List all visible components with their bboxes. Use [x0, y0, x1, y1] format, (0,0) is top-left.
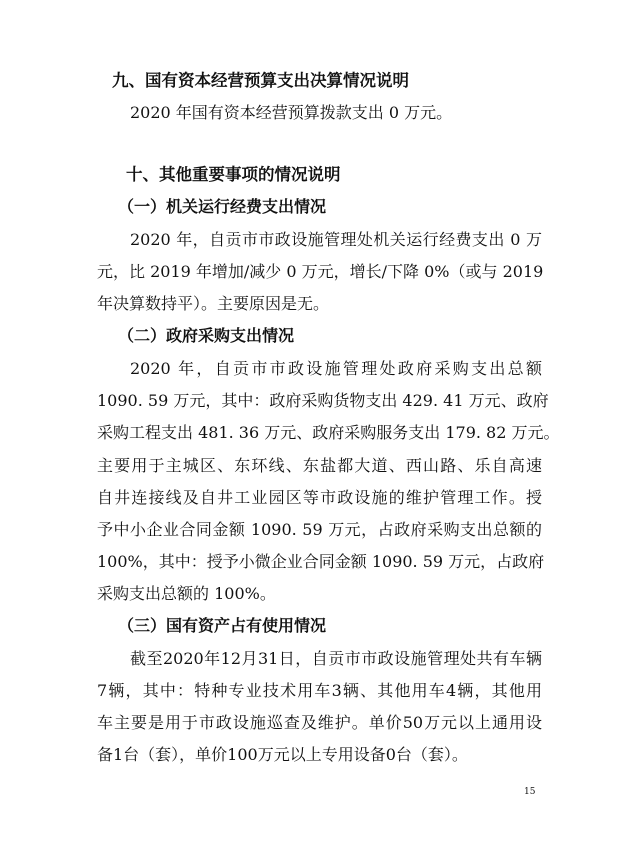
paragraph-line: 2020 年，自贡市市政设施管理处政府采购支出总额	[130, 359, 542, 378]
paragraph-line: 主要用于主城区、东环线、东盐都大道、西山路、乐自高速	[97, 456, 542, 475]
section-9-title: 九、国有资本经营预算支出决算情况说明	[112, 71, 409, 90]
paragraph-line: 7辆，其中：特种专业技术用车3辆、其他用车4辆，其他用	[97, 681, 542, 700]
subsection-1-title: （一）机关运行经费支出情况	[118, 197, 327, 216]
paragraph-line: 1090. 59 万元，其中：政府采购货物支出 429. 41 万元、政府	[97, 391, 549, 410]
paragraph-line: 予中小企业合同金额 1090. 59 万元，占政府采购支出总额的	[97, 520, 542, 539]
paragraph-line: 备1台（套），单价100万元以上专用设备0台（套）。	[97, 745, 468, 764]
paragraph-line: 元，比 2019 年增加/减少 0 万元，增长/下降 0%（或与 2019	[97, 262, 544, 281]
paragraph-line: 自井连接线及自井工业园区等市政设施的维护管理工作。授	[97, 488, 542, 507]
paragraph-line: 采购工程支出 481. 36 万元、政府采购服务支出 179. 82 万元。	[97, 423, 560, 442]
section-9-body: 2020 年国有资本经营预算拨款支出 0 万元。	[130, 103, 453, 122]
subsection-2-title: （二）政府采购支出情况	[118, 326, 295, 345]
section-10-title: 十、其他重要事项的情况说明	[126, 165, 341, 184]
page-number: 15	[524, 787, 536, 797]
paragraph-line: 采购支出总额的 100%。	[97, 584, 276, 603]
subsection-3-title: （三）国有资产占有使用情况	[118, 616, 327, 635]
paragraph-line: 截至2020年12月31日，自贡市市政设施管理处共有车辆	[130, 649, 542, 668]
paragraph-line: 100%，其中：授予小微企业合同金额 1090. 59 万元，占政府	[97, 552, 545, 571]
paragraph-line: 年决算数持平）。主要原因是无。	[97, 294, 330, 313]
paragraph-line: 车主要是用于市政设施巡查及维护。单价50万元以上通用设	[97, 713, 542, 732]
paragraph-line: 2020 年，自贡市市政设施管理处机关运行经费支出 0 万	[130, 230, 542, 249]
